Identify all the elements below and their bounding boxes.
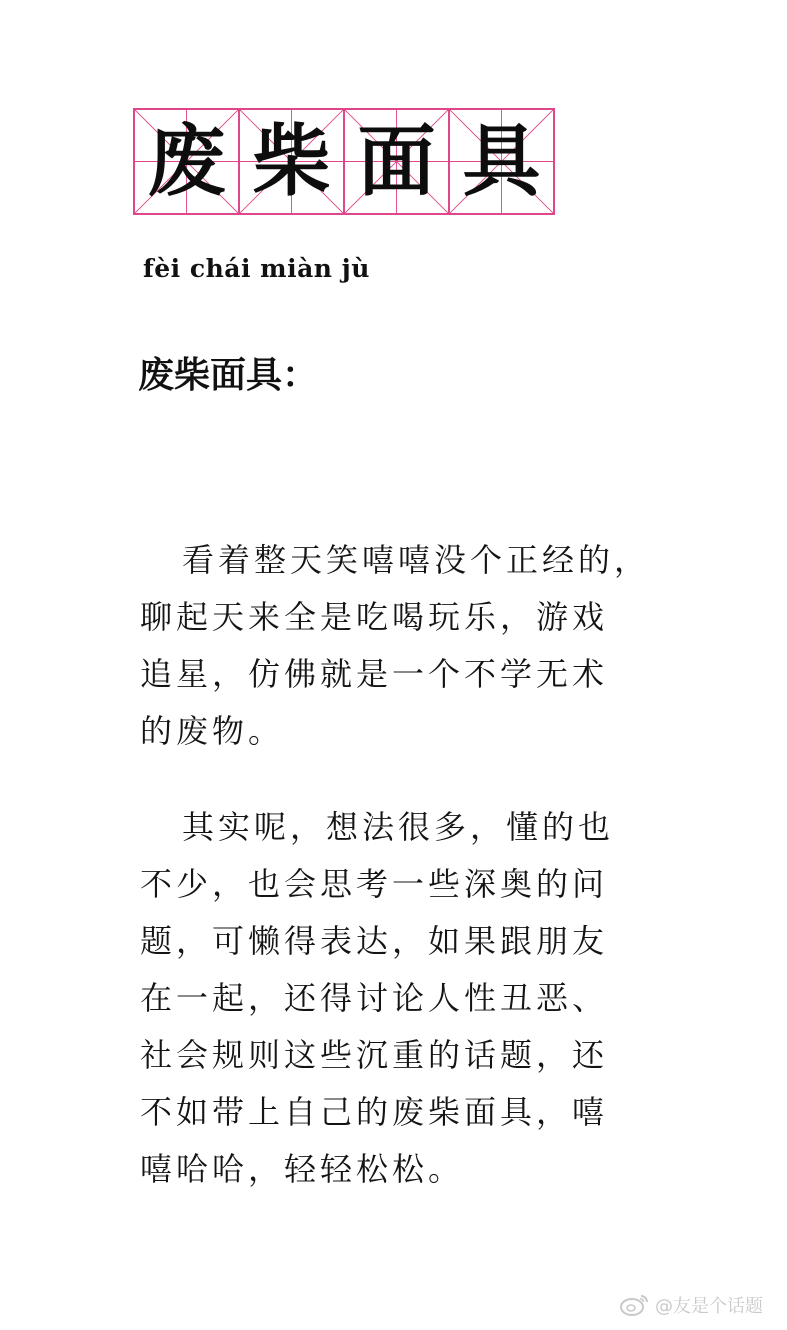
title-char-3: 面	[357, 115, 436, 207]
paragraph-line: 的废物。	[140, 712, 285, 750]
title-char-4: 具	[462, 115, 541, 207]
pinyin: fèi chái miàn jù	[143, 254, 370, 283]
paragraph-line: 追星，仿佛就是一个不学无术	[140, 655, 609, 693]
grid-cell	[238, 108, 345, 215]
paragraph-line: 看着整天笑嘻嘻没个正经的，	[182, 541, 651, 579]
grid-cell	[343, 108, 450, 215]
paragraph-line: 社会规则这些沉重的话题，还	[140, 1036, 609, 1074]
paragraph-line: 题，可懒得表达，如果跟朋友	[140, 922, 609, 960]
paragraph-1	[140, 532, 660, 760]
title-char-1: 废	[147, 115, 226, 207]
paragraph-line: 聊起天来全是吃喝玩乐，游戏	[140, 598, 609, 636]
grid-cell	[448, 108, 555, 215]
weibo-icon	[619, 1293, 649, 1317]
paragraph-2	[140, 799, 660, 1198]
title-char-2: 柴	[252, 115, 331, 207]
paragraph-line: 不如带上自己的废柴面具，嘻	[140, 1093, 609, 1131]
paragraph-line: 不少，也会思考一些深奥的问	[140, 865, 609, 903]
paragraph-line: 嘻哈哈，轻轻松松。	[140, 1150, 465, 1188]
paragraph-line: 在一起，还得讨论人性丑恶、	[140, 979, 609, 1017]
watermark	[619, 1292, 763, 1318]
title-grid	[133, 108, 555, 215]
watermark-text: @友是个话题	[655, 1296, 763, 1317]
section-heading: 废柴面具：	[138, 355, 319, 396]
paragraph-line: 其实呢，想法很多，懂的也	[182, 808, 615, 846]
grid-cell	[133, 108, 240, 215]
